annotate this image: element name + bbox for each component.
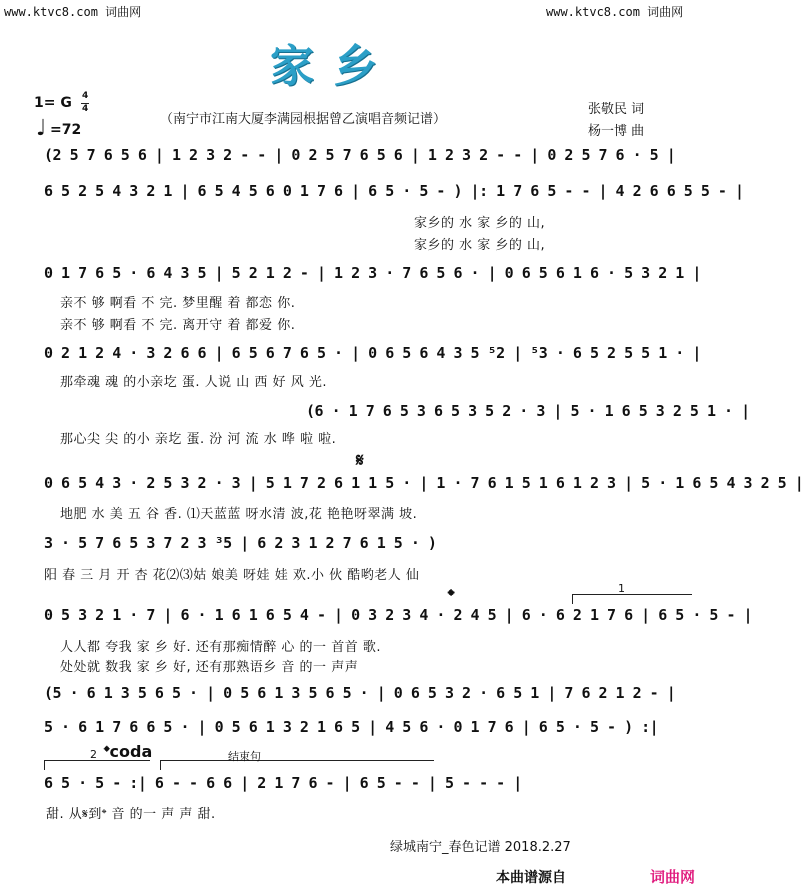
score-line-9: (5 · 6 1 3 5 6 5 · | 0 5 6 1 3 5 6 5 · | 0 6 5 3 2 · 6 5 1 | 7 6 2 1 2 - | xyxy=(44,684,676,702)
tempo-value: =72 xyxy=(50,122,82,138)
score-line-8: 0 5 3 2 1 · 7 | 6 · 1 6 1 6 5 4 - | 0 3 2 3 4 · 2 4 5 | 6 · 6 2 1 7 6 | 6 5 · 5 - | xyxy=(44,606,753,624)
segno-sign: 𝄋 xyxy=(356,450,364,471)
time-signature-bottom: 4 xyxy=(82,104,89,114)
lyric-line-6: 地肥 水 美 五 谷 香. ⑴天蓝蓝 呀水清 波,花 艳艳呀翠满 坡. xyxy=(60,507,418,522)
score-line-5: (6 · 1 7 6 5 3 6 5 3 5 2 · 3 | 5 · 1 6 5 3 2 5 1 · | xyxy=(306,402,750,420)
coda-label: 𝄌coda xyxy=(104,742,153,761)
lyric-line-4: 那牵魂 魂 的小亲圪 蛋. 人说 山 西 好 风 光. xyxy=(60,375,327,390)
volta-2-label: 2 xyxy=(90,748,97,761)
time-signature-top: 4 xyxy=(82,91,89,101)
coda-sign: 𝄌 xyxy=(448,586,455,607)
quarter-note-icon: ♩ xyxy=(36,116,47,141)
lyric-line-7: 阳 春 三 月 开 杏 花⑵⑶姑 娘美 呀娃 娃 欢.小 伙 酷哟老人 仙 xyxy=(44,568,420,583)
score-line-2: 6 5 2 5 4 3 2 1 | 6 5 4 5 6 0 1 7 6 | 6 5 · 5 - ) |: 1 7 6 5 - - | 4 2 6 6 5 5 - | xyxy=(44,182,744,200)
lyricist: 张敬民 词 xyxy=(588,102,645,117)
lyric-line-2a: 家乡的 水 家 乡的 山, xyxy=(414,216,546,231)
score-line-1: (2 5 7 6 5 6 | 1 2 3 2 - - | 0 2 5 7 6 5 6 | 1 2 3 2 - - | 0 2 5 7 6 · 5 | xyxy=(44,146,676,164)
watermark-right: www.ktvc8.com 词曲网 xyxy=(546,5,684,19)
ending-label: 结束句 xyxy=(228,750,261,763)
score-line-4: 0 2 1 2 4 · 3 2 6 6 | 6 5 6 7 6 5 · | 0 6 5 6 4 3 5 ⁵2 | ⁵3 · 6 5 2 5 5 1 · | xyxy=(44,344,701,362)
source-logo[interactable]: 词曲网 xyxy=(650,868,696,886)
score-line-10: 5 · 6 1 7 6 6 5 · | 0 5 6 1 3 2 1 6 5 | 4 5 6 · 0 1 7 6 | 6 5 · 5 - ) :| xyxy=(44,718,659,736)
lyric-line-3b: 亲不 够 啊看 不 完. 离开守 着 都爱 你. xyxy=(60,318,296,333)
recorder-credit: 绿城南宁_春色记谱 2018.2.27 xyxy=(390,840,571,855)
score-line-7: 3 · 5 7 6 5 3 7 2 3 ³5 | 6 2 3 1 2 7 6 1 5 · ) xyxy=(44,534,437,552)
lyric-line-8b: 处处就 数我 家 乡 好, 还有那熟语乡 音 的一 声声 xyxy=(60,660,359,675)
composer: 杨一博 曲 xyxy=(588,124,645,139)
lyric-line-2b: 家乡的 水 家 乡的 山, xyxy=(414,238,546,253)
lyric-line-8a: 人人都 夸我 家 乡 好. 还有那痴情醉 心 的一 首首 歌. xyxy=(60,640,381,655)
song-title: 家 乡 xyxy=(270,41,380,92)
lyric-line-5: 那心尖 尖 的小 亲圪 蛋. 汾 河 流 水 哗 啦 啦. xyxy=(60,432,337,447)
lyric-line-11: 甜. 从𝄋到𝄌 音 的一 声 声 甜. xyxy=(46,807,216,822)
lyric-line-3a: 亲不 够 啊看 不 完. 梦里醒 着 都恋 你. xyxy=(60,296,296,311)
score-line-11: 6 5 · 5 - :| 6 - - 6 6 | 2 1 7 6 - | 6 5 - - | 5 - - - | xyxy=(44,774,522,792)
subtitle: （南宁市江南大厦李满园根据曾乙演唱音频记谱） xyxy=(160,112,447,127)
watermark-left: www.ktvc8.com 词曲网 xyxy=(4,5,142,19)
score-line-6: 0 6 5 4 3 · 2 5 3 2 · 3 | 5 1 7 2 6 1 1 5 · | 1 · 7 6 1 5 1 6 1 2 3 | 5 · 1 6 5 4 3 2 5 | xyxy=(44,474,803,492)
volta-1-label: 1 xyxy=(618,582,625,595)
score-line-3: 0 1 7 6 5 · 6 4 3 5 | 5 2 1 2 - | 1 2 3 · 7 6 5 6 · | 0 6 5 6 1 6 · 5 3 2 1 | xyxy=(44,264,701,282)
source-label: 本曲谱源自 xyxy=(496,870,566,886)
key-signature: 1= G xyxy=(34,95,72,111)
